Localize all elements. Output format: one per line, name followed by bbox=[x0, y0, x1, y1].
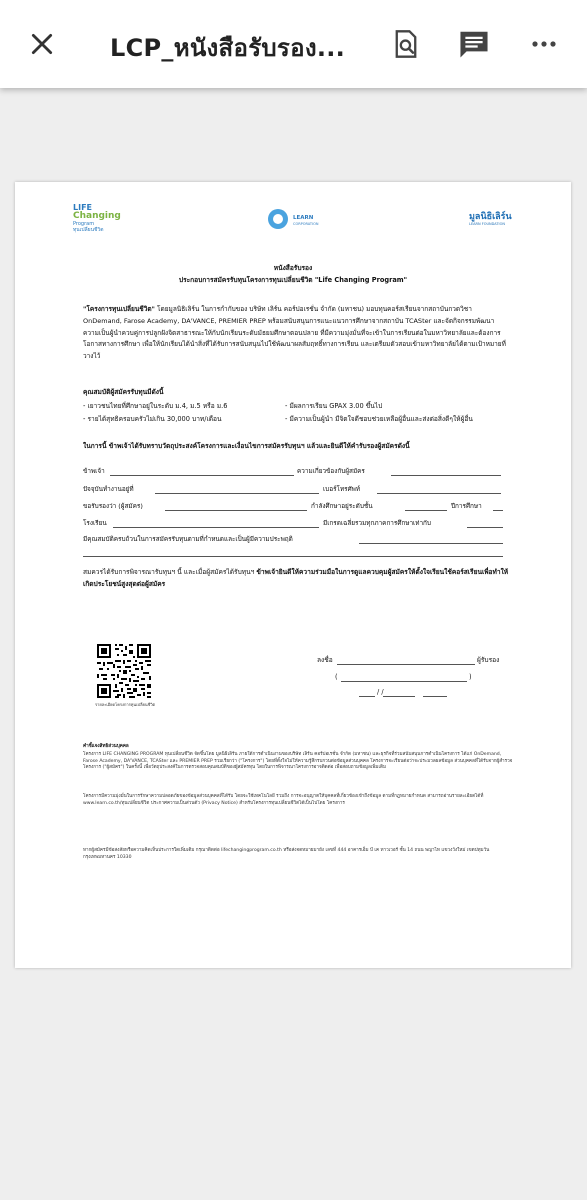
close-icon[interactable] bbox=[24, 26, 60, 62]
gpa-field[interactable] bbox=[467, 527, 503, 528]
extra-line-field[interactable] bbox=[83, 556, 503, 557]
sign-paren-close: ) bbox=[469, 673, 472, 681]
qualifications-title: คุณสมบัติผู้สมัครรับทุนมีดังนี้ bbox=[83, 388, 164, 396]
form-label-school: โรงเรียน bbox=[83, 519, 107, 527]
document-title: LCP_หนังสือรับรอง... bbox=[110, 34, 346, 62]
more-icon[interactable] bbox=[526, 26, 562, 62]
acknowledgment-text: ในการนี้ ข้าพเจ้าได้รับทราบวัตถุประสงค์โครงการและเงื่อนไขการสมัครรับทุนฯ แล้วและยินดีให้คำรับรองผู้สมัครดังนี้ bbox=[83, 442, 410, 450]
grade-level-field[interactable] bbox=[405, 510, 447, 511]
date-day-field[interactable] bbox=[359, 696, 375, 697]
closing-paragraph: สมควรได้รับการพิจารณารับทุนฯ นี้ และเมื่อผู้สมัครได้รับทุนฯ ข้าพเจ้ายินดีให้ความร่วมมือในการดูแลควบคุมผู้สมัครให้ตั้งใจเรียนใช้คอร์สเรียนเพื่อทำให้เกิดประโยชน์สูงสุดต่อผู้สมัคร bbox=[83, 568, 509, 588]
privacy-paragraph-1: โครงการ LIFE CHANGING PROGRAM ทุนเปลี่ยนชีวิต จัดขึ้นโดย มูลนิธิเลิร์น ภายใต้การดำเนินงานของบริษัท เลิร์น คอร์ปอเรชั่น จำกัด (มหาชน) และธุรกิจที่ร่วมสนับสนุนการดำเนินโครงการ ได้แก่ OnDemand, Farose Academy, DA'VANCE, TCASter และ PREMIER PREP รวมเรียกว่า ("โครงการ") โดยที่ตั้งใจไม่ให้ความรู้สึกรบกวนต่อข้อมูลส่วนบุคคล โครงการจะเรียนต่อว่าจะประมวลผลข้อมูล ส่วนบุคคลที่ได้รับจากผู้สำรวจโครงการ ("ผู้สมัคร") ในครั้งนี้ เพื่อวัตถุประสงค์ในการตรวจสอบคุณสมบัติของผู้สมัครทุน โดยในการพิจารณาโครงการอาจติดต่อ เพื่อสอบถามข้อมูลเพิ่มเติม bbox=[83, 752, 513, 770]
conduct-field[interactable] bbox=[359, 543, 503, 544]
qualification-item: - เยาวชนไทยที่ศึกษาอยู่ในระดับ ม.4, ม.5 หรือ ม.6 bbox=[83, 402, 228, 410]
date-month-field[interactable] bbox=[383, 696, 415, 697]
form-label-phone: เบอร์โทรศัพท์ bbox=[323, 485, 361, 493]
life-changing-logo: LIFE Changing Program ทุนเปลี่ยนชีวิต bbox=[73, 203, 121, 233]
academic-year-field[interactable] bbox=[493, 510, 503, 511]
learn-foundation-logo: มูลนิธิเลิร์น LEARN FOUNDATION bbox=[469, 212, 512, 226]
qr-code[interactable] bbox=[95, 642, 153, 700]
school-field[interactable] bbox=[113, 527, 319, 528]
form-label-name: ข้าพเจ้า bbox=[83, 467, 105, 475]
contact-footer: หากผู้สมัครมีข้อสงสัยหรือความคิดเห็นประการใดเพิ่มเติม กรุณาติดต่อ lifechangingprogram.co.th หรือส่งจดหมายมายัง เลขที่ 444 อาคารเอ็ม บี เค ทาวเวอร์ ชั้น 14 ถนน พญาไท แขวงวังใหม่ เขตปทุมวัน กรุงเทพมหานคร 10330 bbox=[83, 848, 490, 860]
date-year-field[interactable] bbox=[423, 696, 447, 697]
learn-corporation-logo: LEARN CORPORATION bbox=[267, 208, 327, 238]
sign-label: ลงชื่อ bbox=[317, 656, 333, 664]
date-separators: / / bbox=[377, 688, 384, 696]
comment-icon[interactable] bbox=[456, 26, 492, 62]
qualification-item: - มีผลการเรียน GPAX 3.00 ขึ้นไป bbox=[285, 402, 383, 410]
privacy-title: คำชี้แจงสิทธิส่วนบุคคล bbox=[83, 744, 129, 749]
form-label-qualification: มีคุณสมบัติครบถ้วนในการสมัครรับทุนตามที่กำหนดและเป็นผู้มีความประพฤติ bbox=[83, 535, 293, 543]
form-label-applicant: ขอรับรองว่า (ผู้สมัคร) bbox=[83, 502, 143, 510]
qualification-item: - มีความเป็นผู้นำ มีจิตใจดีชอบช่วยเหลือผู้อื่นและส่งต่อสิ่งดีๆให้ผู้อื่น bbox=[285, 415, 473, 423]
intro-paragraph: "โครงการทุนเปลี่ยนชีวิต" โดยมูลนิธิเลิร์น ในการกำกับของ บริษัท เลิร์น คอร์ปอเรชั่น จำกัด (มหาชน) มอบทุนคอร์สเรียนจากสถาบันกวดวิชา OnDemand, Farose Academy, DA'VANCE, PREMIER PREP พร้อมสนับสนุนการแนะแนวการศึกษาจากสถาบัน TCASter และจัดกิจกรรมพัฒนาความเป็นผู้นำควบคู่การปลูกฝังจิตสาธารณะให้กับนักเรียนระดับมัธยมศึกษาตอนปลาย ที่มีความมุ่งมั่นที่จะเข้าในการเรียนต่อในมหาวิทยาลัยและต้องการโอกาสทางการศึกษา เพื่อให้นักเรียนได้นำสิ่งที่ได้รับการสนับสนุนไปใช้พัฒนาผลสัมฤทธิ์ทางการเรียน และเตรียมตัวสอบเข้ามหาวิทยาลัยได้ตามเป้าหมายที่วางไว้ bbox=[83, 305, 506, 361]
signature-field[interactable] bbox=[337, 664, 475, 665]
relation-field[interactable] bbox=[391, 475, 501, 476]
doc-heading: หนังสือรับรอง bbox=[273, 264, 313, 272]
workplace-field[interactable] bbox=[155, 493, 319, 494]
document-search-icon[interactable] bbox=[388, 26, 424, 62]
top-app-bar bbox=[0, 0, 587, 88]
form-label-academic-year: ปีการศึกษา bbox=[451, 502, 482, 510]
form-label-grade-level: กำลังศึกษาอยู่ระดับชั้น bbox=[311, 502, 373, 510]
sign-role: ผู้รับรอง bbox=[477, 656, 500, 664]
sign-paren-open: ( bbox=[335, 673, 338, 681]
form-label-workplace: ปัจจุบันทำงานอยู่ที่ bbox=[83, 485, 134, 493]
printed-name-field[interactable] bbox=[341, 681, 467, 682]
privacy-paragraph-2: โครงการมีความมุ่งมั่นในการรักษาความปลอดภัยของข้อมูลส่วนบุคคลที่ได้รับ โดยจะใช้เทคโนโลยี รวมถึง การจะอนุญาตให้บุคคลที่เกี่ยวข้องเข้าถึงข้อมูล ตามที่กฎหมายกำหนด สามารถอ่านรายละเอียดได้ที่ www.learn.co.th/ทุนเปลี่ยนชีวิต ประกาศความเป็นส่วนตัว (Privacy Notice) สำหรับโครงการทุนเปลี่ยนชีวิตได้เป็นไปโดย โครงการ bbox=[83, 794, 484, 806]
name-field[interactable] bbox=[110, 475, 294, 476]
form-label-gpa: มีเกรดเฉลี่ยรวมทุกภาคการศึกษาเท่ากับ bbox=[323, 519, 431, 527]
phone-field[interactable] bbox=[377, 493, 501, 494]
form-label-relation: ความเกี่ยวข้องกับผู้สมัคร bbox=[297, 467, 365, 475]
doc-subheading: ประกอบการสมัครรับทุนโครงการทุนเปลี่ยนชีวิต "Life Changing Program" bbox=[178, 276, 408, 284]
applicant-field[interactable] bbox=[165, 510, 307, 511]
document-page bbox=[15, 182, 571, 968]
qr-caption: รายละเอียดโครงการทุนเปลี่ยนชีวิต bbox=[95, 702, 156, 707]
qualification-item: - รายได้สุทธิครอบครัวไม่เกิน 30,000 บาท/เดือน bbox=[83, 415, 222, 423]
